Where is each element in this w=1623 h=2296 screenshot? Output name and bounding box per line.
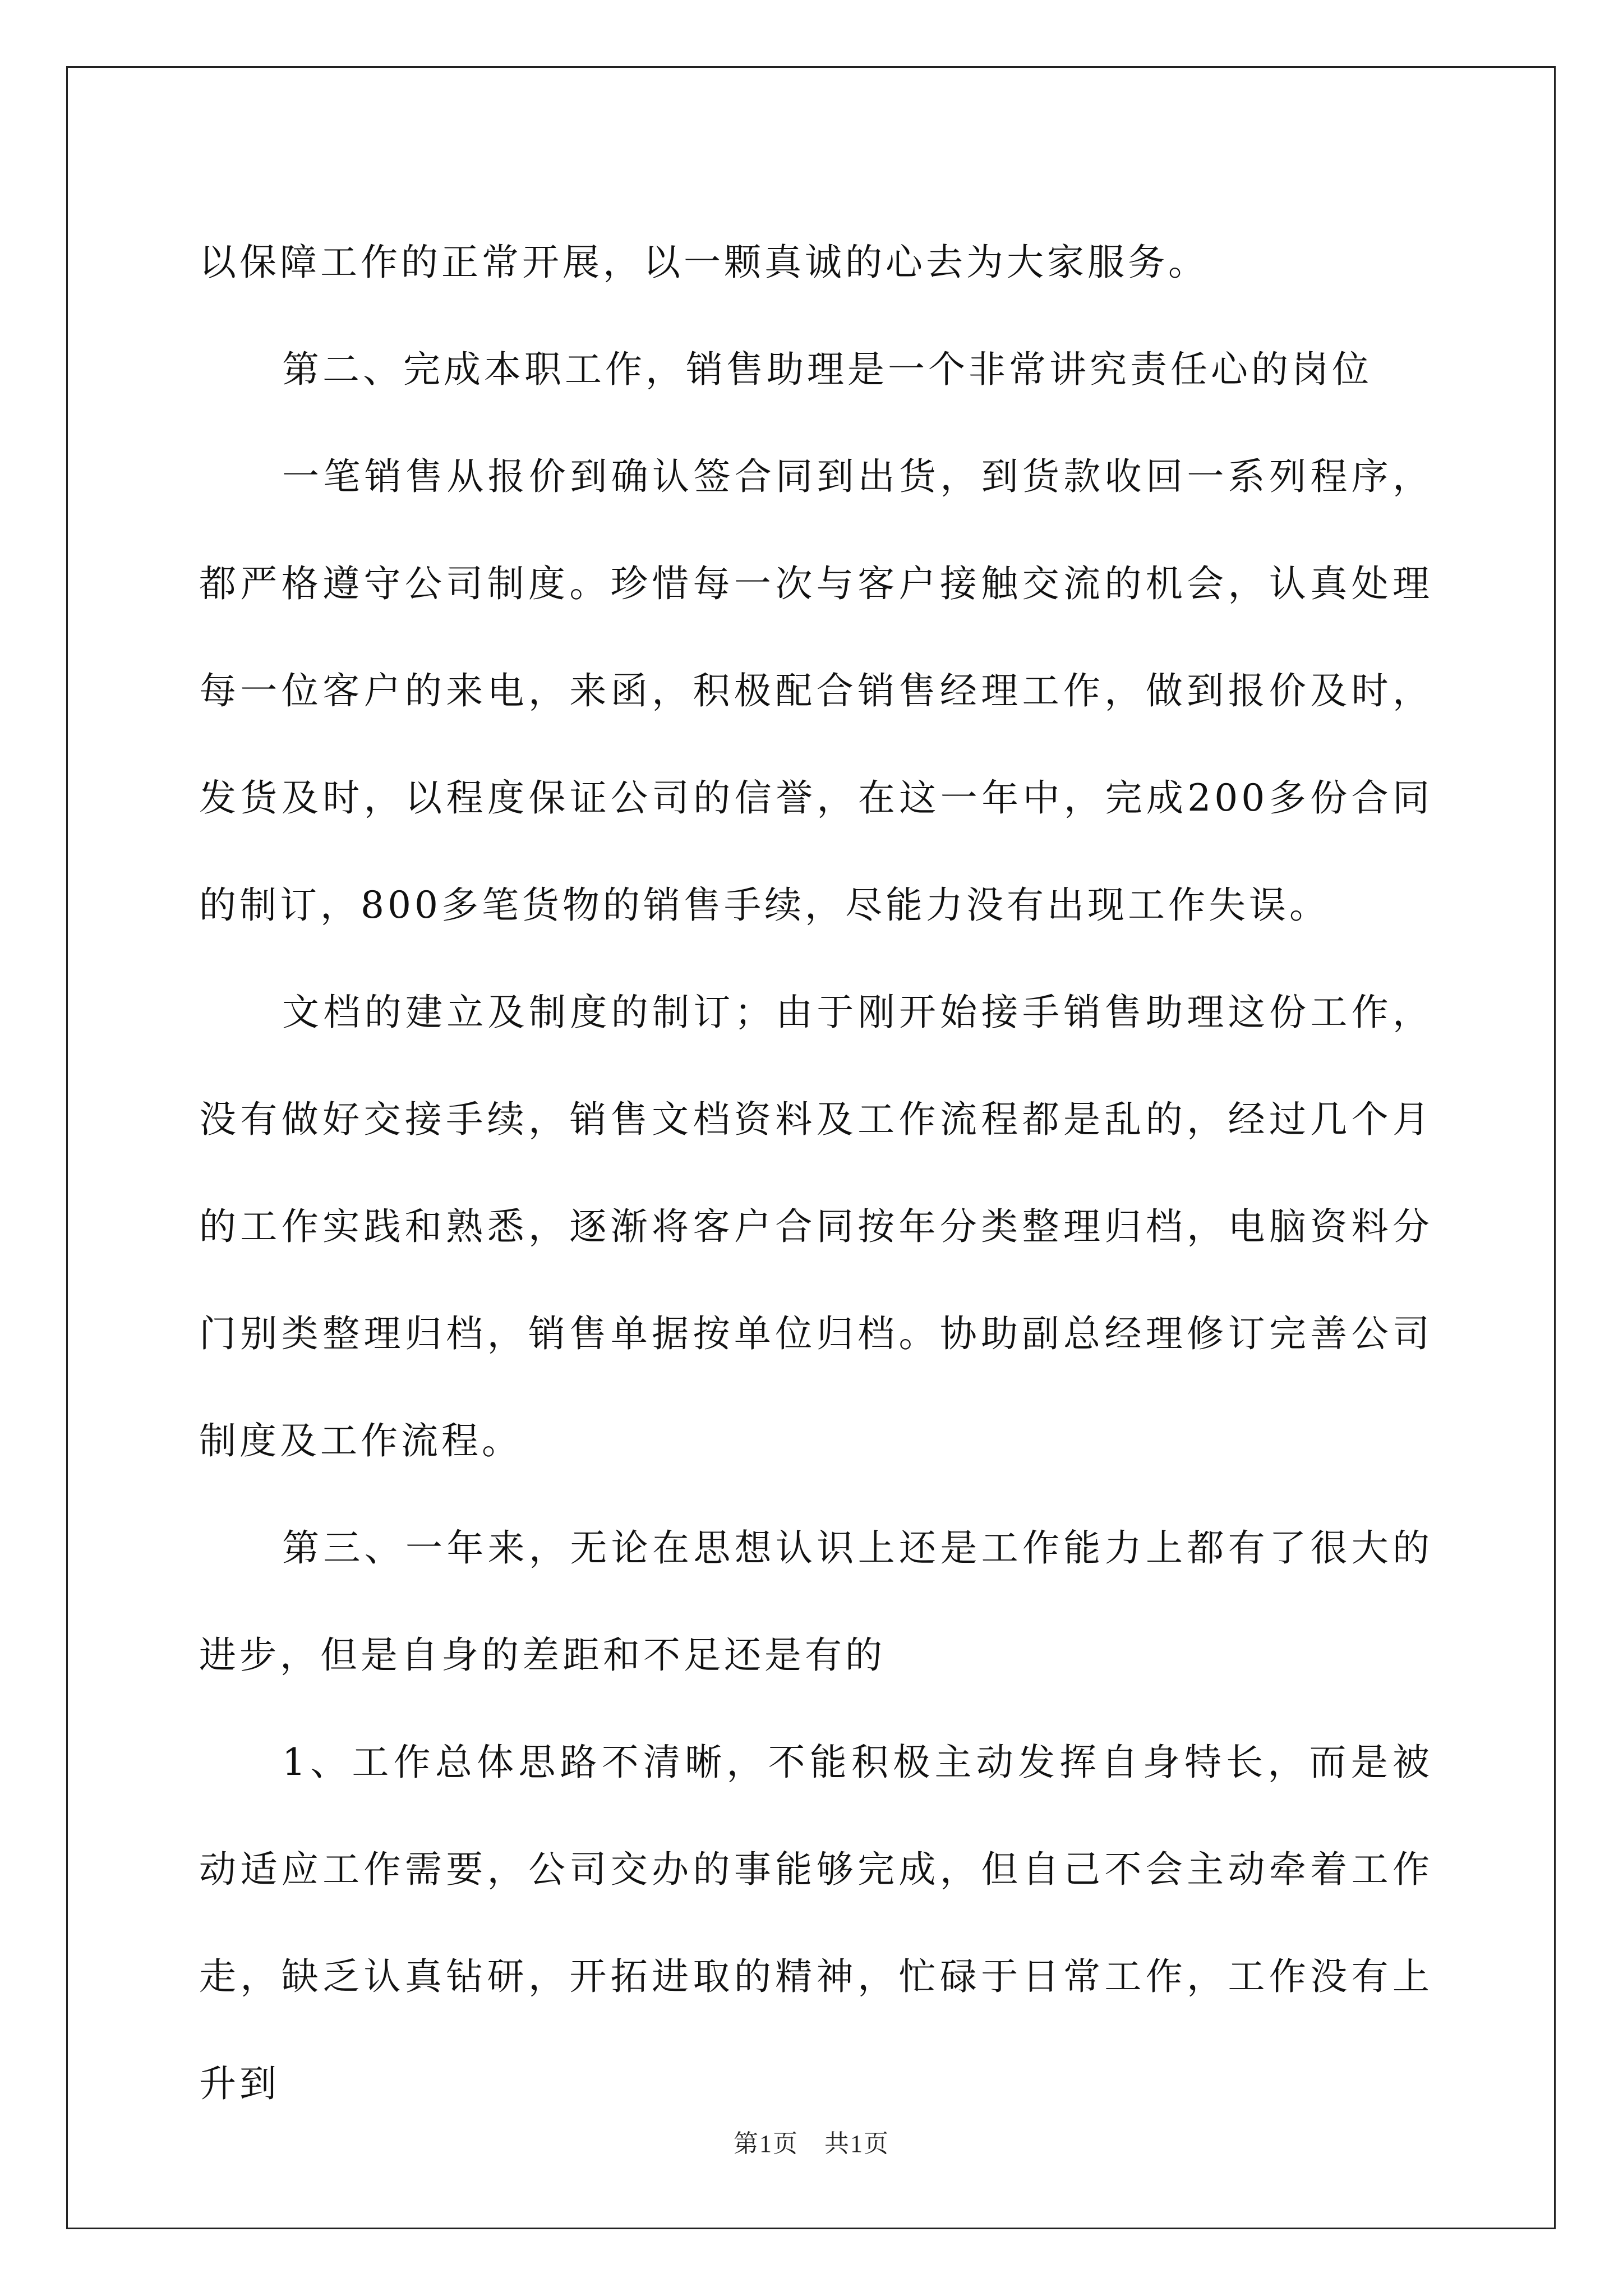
- paragraph-6: 1、工作总体思路不清晰，不能积极主动发挥自身特长，而是被动适应工作需要，公司交办的事能够完成，但自己不会主动牵着工作走，缺乏认真钻研，开拓进取的精神，忙碌于日常工作，工作没有上升到: [199, 1741, 1433, 2105]
- document-body: [199, 209, 1433, 2137]
- paragraph-4: 文档的建立及制度的制订；由于刚开始接手销售助理这份工作，没有做好交接手续，销售文档资料及工作流程都是乱的，经过几个月的工作实践和熟悉，逐渐将客户合同按年分类整理归档，电脑资料分门别类整理归档，销售单据按单位归档。协助副总经理修订完善公司制度及工作流程。: [199, 991, 1433, 1462]
- paragraph-2: 第二、完成本职工作，销售助理是一个非常讲究责任心的岗位: [282, 348, 1372, 391]
- paragraph-5: 第三、一年来，无论在思想认识上还是工作能力上都有了很大的进步，但是自身的差距和不足还是有的: [199, 1526, 1433, 1677]
- page-number-footer: 第1页 共1页: [734, 2130, 889, 2157]
- paragraph-3: 一笔销售从报价到确认签合同到出货，到货款收回一系列程序，都严格遵守公司制度。珍惜每一次与客户接触交流的机会，认真处理每一位客户的来电，来函，积极配合销售经理工作，做到报价及时，发货及时，以程度保证公司的信誉，在这一年中，完成200多份合同的制订，800多笔货物的销售手续，尽能力没有出现工作失误。: [199, 455, 1433, 927]
- paragraph-1: 以保障工作的正常开展，以一颗真诚的心去为大家服务。: [199, 241, 1209, 284]
